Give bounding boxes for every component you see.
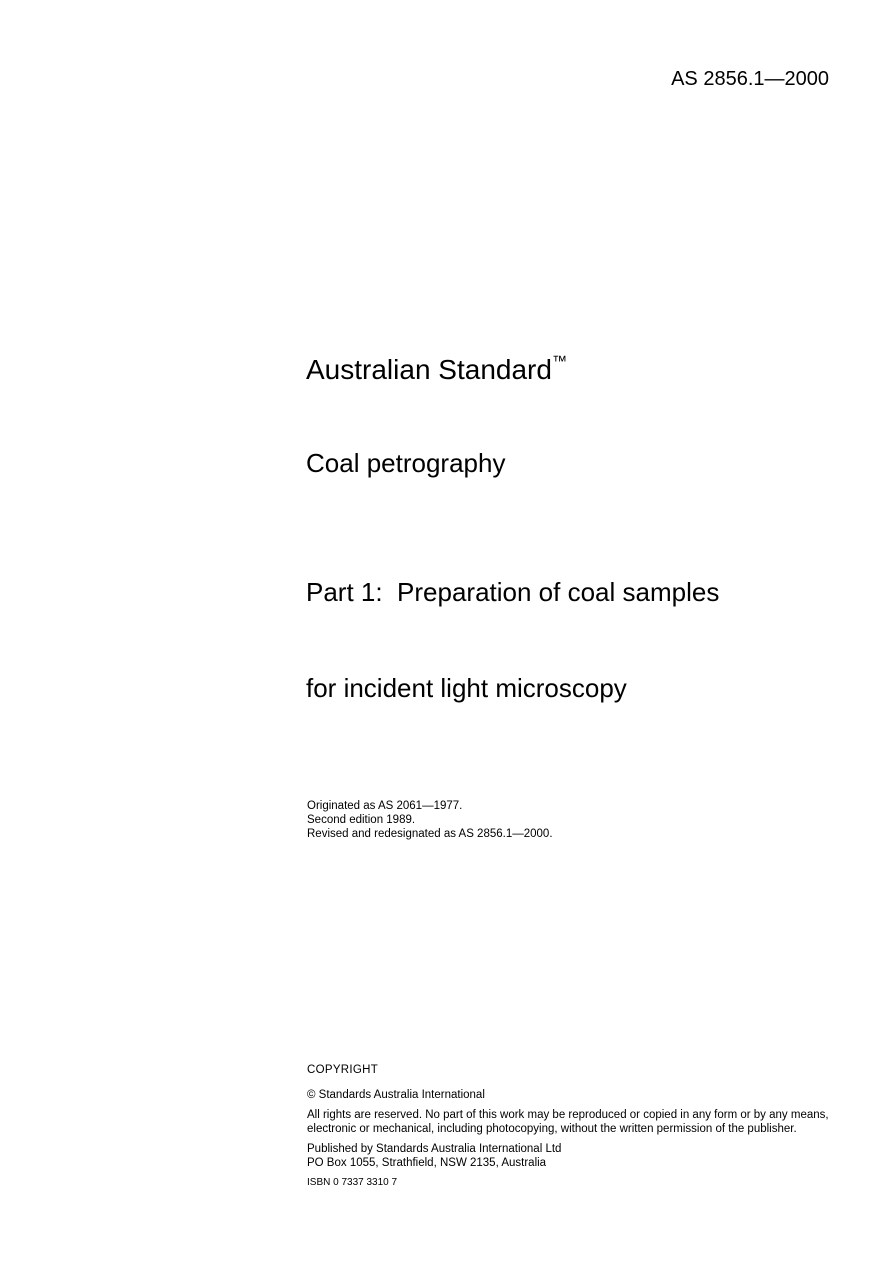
copyright-heading: COPYRIGHT: [307, 1064, 379, 1076]
publisher-line-2: PO Box 1055, Strathfield, NSW 2135, Australia: [307, 1157, 547, 1169]
trademark-mark: ™: [551, 353, 567, 370]
part-title: [306, 512, 719, 736]
publication-history: [307, 799, 553, 841]
isbn: ISBN 0 7337 3310 7: [307, 1177, 398, 1188]
copyright-block: [307, 1063, 832, 1190]
publisher-line-1: Published by Standards Australia International Ltd: [307, 1143, 562, 1155]
history-line-2: Second edition 1989.: [307, 814, 416, 826]
brand-text: Australian Standard: [306, 354, 552, 385]
part-title-line-1: Part 1: Preparation of coal samples: [306, 577, 720, 607]
publisher-info: [307, 1142, 832, 1170]
copyright-owner: © Standards Australia International: [307, 1089, 485, 1101]
brand-title: [306, 354, 567, 386]
part-title-line-2: for incident light microscopy: [306, 673, 627, 703]
standard-number: AS 2856.1—2000: [671, 68, 829, 90]
document-title: Coal petrography: [306, 448, 506, 478]
history-line-3: Revised and redesignated as AS 2856.1—2000.: [307, 828, 553, 840]
history-line-1: Originated as AS 2061—1977.: [307, 800, 463, 812]
rights-statement: All rights are reserved. No part of this work may be reproduced or copied in any form or by any means, electronic or mechanical, including photocopying, without the written permission of the publisher.: [307, 1109, 829, 1135]
